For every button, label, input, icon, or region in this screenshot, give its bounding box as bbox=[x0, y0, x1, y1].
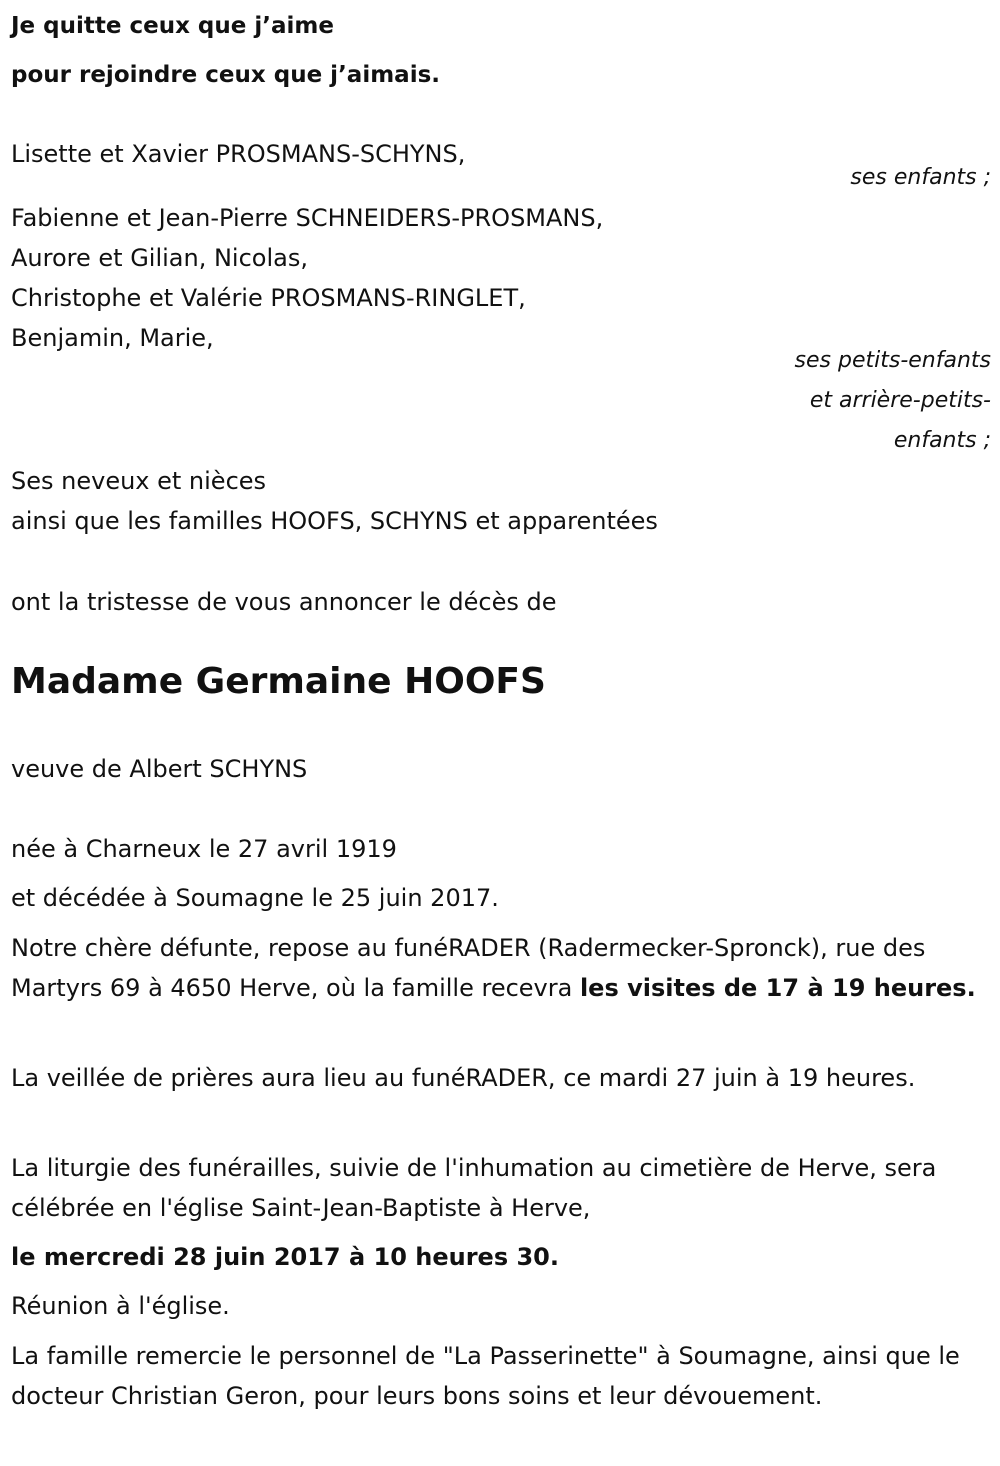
others-line-2: ainsi que les familles HOOFS, SCHYNS et apparentées bbox=[11, 507, 658, 535]
grandchildren-role-line-1: ses petits-enfants bbox=[794, 348, 991, 373]
deceased-name: Madame Germaine HOOFS bbox=[11, 661, 546, 702]
grandchildren-line-4: Benjamin, Marie, bbox=[11, 324, 214, 352]
funeral-date: le mercredi 28 juin 2017 à 10 heures 30. bbox=[11, 1243, 559, 1271]
children-names: Lisette et Xavier PROSMANS-SCHYNS, bbox=[11, 140, 466, 168]
others-line-1: Ses neveux et nièces bbox=[11, 467, 267, 495]
visits-paragraph bbox=[11, 928, 986, 1008]
visits-text: Notre chère défunte, repose au funéRADER (Radermecker-Spronck), rue des Martyrs 69 à 4650 Herve, où la famille recevra bbox=[11, 934, 926, 1002]
vigil-paragraph: La veillée de prières aura lieu au funéRADER, ce mardi 27 juin à 19 heures. bbox=[11, 1064, 916, 1092]
grandchildren-line-1: Fabienne et Jean-Pierre SCHNEIDERS-PROSMANS, bbox=[11, 204, 604, 232]
announcement: ont la tristesse de vous annoncer le décès de bbox=[11, 588, 557, 616]
motto-line-1: Je quitte ceux que j’aime bbox=[11, 13, 334, 39]
grandchildren-line-2: Aurore et Gilian, Nicolas, bbox=[11, 244, 308, 272]
grandchildren-role-line-3: enfants ; bbox=[893, 428, 991, 453]
widow-of: veuve de Albert SCHYNS bbox=[11, 755, 308, 783]
liturgy-paragraph: La liturgie des funérailles, suivie de l'inhumation au cimetière de Herve, sera célébrée en l'église Saint-Jean-Baptiste à Herve, bbox=[11, 1154, 937, 1222]
visits-hours: les visites de 17 à 19 heures. bbox=[579, 974, 976, 1002]
birth-info: née à Charneux le 27 avril 1919 bbox=[11, 835, 397, 863]
grandchildren-line-3: Christophe et Valérie PROSMANS-RINGLET, bbox=[11, 284, 526, 312]
thanks-paragraph: La famille remercie le personnel de "La Passerinette" à Soumagne, ainsi que le docteur Christian Geron, pour leurs bons soins et leur dévouement. bbox=[11, 1342, 960, 1410]
grandchildren-role-line-2: et arrière-petits- bbox=[809, 388, 991, 413]
children-role: ses enfants ; bbox=[850, 165, 991, 190]
death-info: et décédée à Soumagne le 25 juin 2017. bbox=[11, 884, 499, 912]
motto-line-2: pour rejoindre ceux que j’aimais. bbox=[11, 62, 441, 88]
meeting-info: Réunion à l'église. bbox=[11, 1292, 230, 1320]
